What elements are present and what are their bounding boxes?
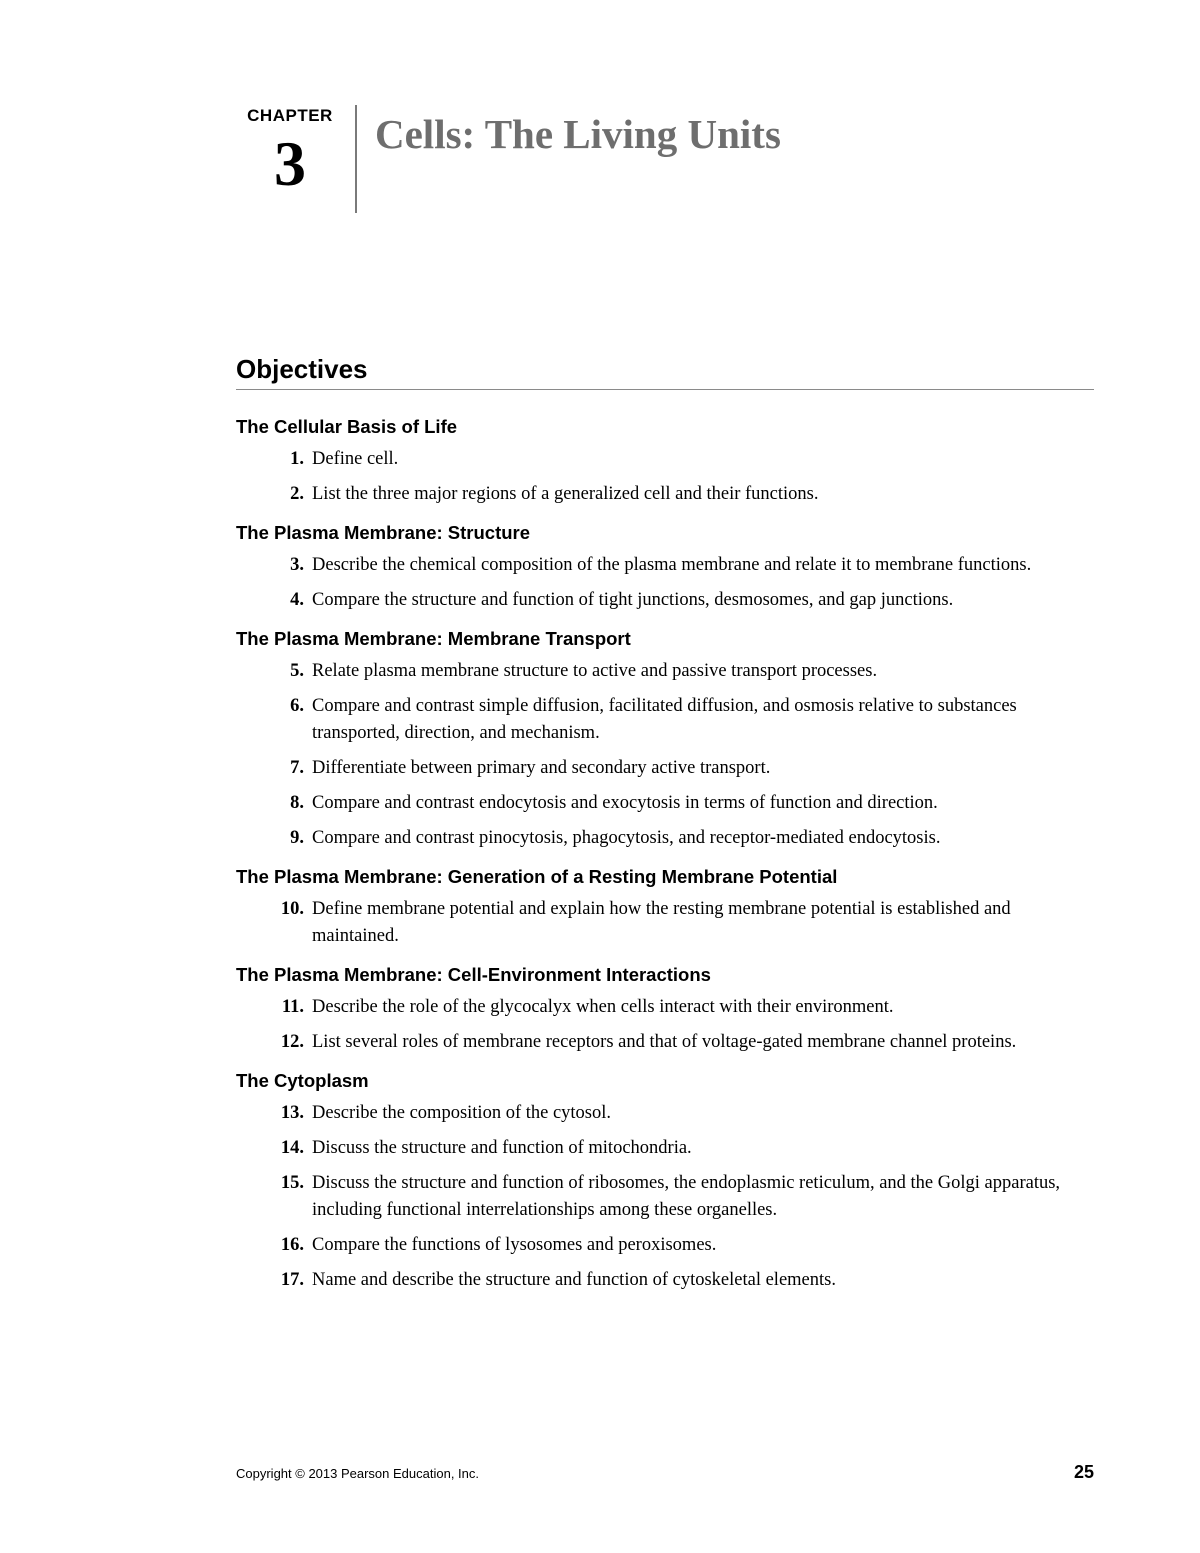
- objective-text: Compare and contrast simple diffusion, facilitated diffusion, and osmosis relative to substances transported, direction, and mechanism.: [312, 696, 1017, 743]
- section-title: The Cellular Basis of Life: [236, 416, 458, 437]
- objective-number: 17.: [280, 1270, 304, 1290]
- objective-section: [236, 1070, 1094, 1294]
- objective-text: List several roles of membrane receptors and that of voltage-gated membrane channel proteins.: [312, 1032, 1017, 1052]
- objective-number: 3.: [290, 555, 304, 575]
- objective-text: Define cell.: [312, 449, 399, 469]
- section-title: The Plasma Membrane: Membrane Transport: [236, 628, 631, 649]
- section-title: The Plasma Membrane: Cell-Environment Interactions: [236, 964, 711, 985]
- objectives-list: [236, 416, 1094, 1294]
- objective-item: [236, 1170, 1094, 1224]
- objective-number: 2.: [290, 484, 304, 504]
- objective-text: Compare the functions of lysosomes and peroxisomes.: [312, 1235, 717, 1255]
- objective-item: [236, 1232, 1094, 1259]
- objective-item: [236, 994, 1094, 1021]
- objectives-section: [236, 354, 1094, 1308]
- objective-section: [236, 416, 1094, 508]
- section-title: The Plasma Membrane: Generation of a Resting Membrane Potential: [236, 866, 838, 887]
- objective-section: [236, 866, 1094, 950]
- objective-text: Name and describe the structure and function of cytoskeletal elements.: [312, 1270, 836, 1290]
- objective-text: List the three major regions of a generalized cell and their functions.: [312, 484, 819, 504]
- objective-item: [236, 825, 1094, 852]
- objective-item: [236, 693, 1094, 747]
- section-title: The Plasma Membrane: Structure: [236, 522, 531, 543]
- objective-item: [236, 658, 1094, 685]
- objective-section: [236, 964, 1094, 1056]
- objective-number: 4.: [290, 590, 304, 610]
- objective-number: 8.: [290, 793, 304, 813]
- chapter-marker: [240, 106, 340, 199]
- objective-number: 5.: [290, 661, 304, 681]
- objective-text: Discuss the structure and function of mitochondria.: [312, 1138, 692, 1158]
- copyright-notice: Copyright © 2013 Pearson Education, Inc.: [236, 1466, 480, 1481]
- chapter-label: CHAPTER: [247, 106, 333, 125]
- objective-item: [236, 481, 1094, 508]
- objective-number: 16.: [280, 1235, 304, 1255]
- objective-text: Compare the structure and function of tight junctions, desmosomes, and gap junctions.: [312, 590, 954, 610]
- objective-number: 15.: [280, 1173, 304, 1193]
- objective-number: 6.: [290, 696, 304, 716]
- objective-text: Differentiate between primary and secondary active transport.: [312, 758, 771, 778]
- objective-item: [236, 1135, 1094, 1162]
- objective-section: [236, 628, 1094, 852]
- objective-number: 1.: [290, 449, 304, 469]
- objective-text: Compare and contrast pinocytosis, phagocytosis, and receptor-mediated endocytosis.: [312, 828, 941, 848]
- objective-item: [236, 552, 1094, 579]
- objective-text: Discuss the structure and function of ribosomes, the endoplasmic reticulum, and the Golgi apparatus, including functional interrelationships among these organelles.: [312, 1173, 1061, 1220]
- objective-text: Describe the role of the glycocalyx when cells interact with their environment.: [312, 997, 894, 1017]
- objective-text: Describe the chemical composition of the plasma membrane and relate it to membrane functions.: [312, 555, 1032, 575]
- objective-number: 13.: [280, 1103, 304, 1123]
- objective-item: [236, 587, 1094, 614]
- objective-text: Compare and contrast endocytosis and exocytosis in terms of function and direction.: [312, 793, 938, 813]
- objective-text: Define membrane potential and explain how the resting membrane potential is established and maintained.: [312, 899, 1011, 946]
- chapter-divider: [355, 105, 357, 213]
- chapter-title: Cells: The Living Units: [375, 111, 781, 157]
- objective-number: 11.: [281, 997, 304, 1017]
- objective-item: [236, 896, 1094, 950]
- chapter-number: 3: [274, 128, 306, 199]
- objective-item: [236, 1267, 1094, 1294]
- objectives-heading: Objectives: [236, 354, 1094, 390]
- objective-item: [236, 1029, 1094, 1056]
- objective-item: [236, 755, 1094, 782]
- objective-item: [236, 446, 1094, 473]
- objective-number: 14.: [280, 1138, 304, 1158]
- objective-text: Relate plasma membrane structure to active and passive transport processes.: [312, 661, 878, 681]
- objective-item: [236, 1100, 1094, 1127]
- objective-number: 7.: [290, 758, 304, 778]
- page-number: 25: [1073, 1462, 1094, 1482]
- objective-text: Describe the composition of the cytosol.: [312, 1103, 612, 1123]
- objective-number: 12.: [280, 1032, 304, 1052]
- objective-number: 10.: [280, 899, 304, 919]
- objective-item: [236, 790, 1094, 817]
- objective-section: [236, 522, 1094, 614]
- objective-number: 9.: [290, 828, 304, 848]
- section-title: The Cytoplasm: [236, 1070, 369, 1091]
